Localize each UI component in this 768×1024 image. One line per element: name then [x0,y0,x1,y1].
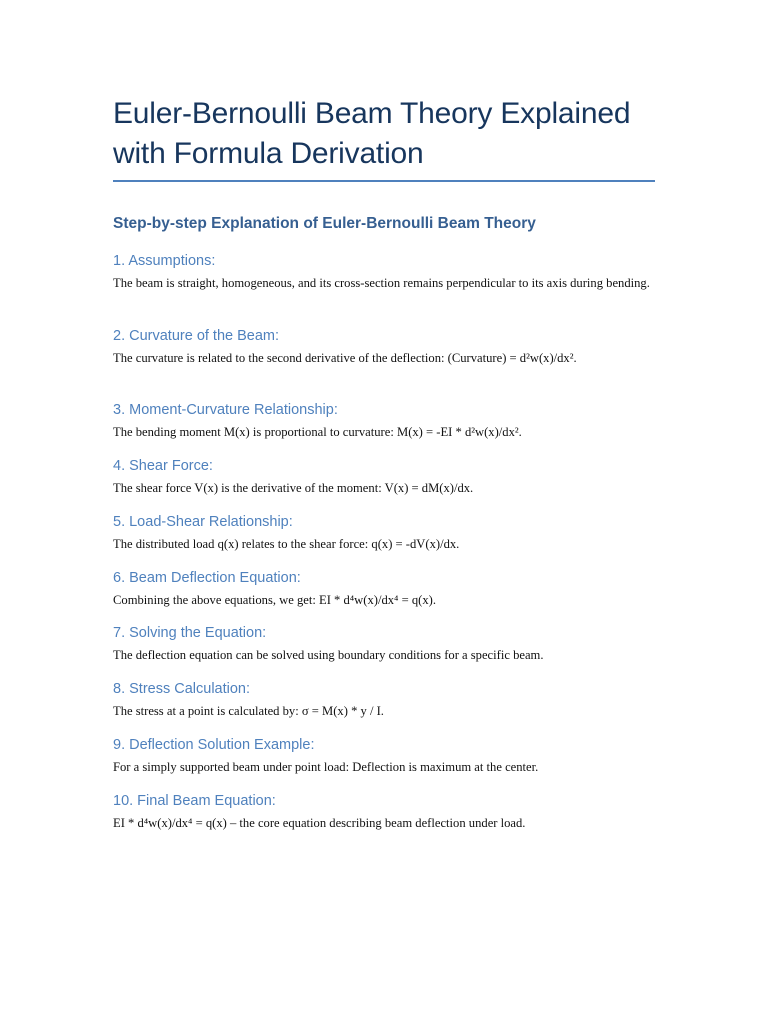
section-body: The bending moment M(x) is proportional to curvature: M(x) = -EI * d²w(x)/dx². [113,425,522,439]
section-heading: 9. Deflection Solution Example: [113,737,315,753]
section-heading: 7. Solving the Equation: [113,625,267,641]
section-heading: 2. Curvature of the Beam: [113,328,280,344]
section-deflection-equation [113,568,655,610]
section-body: The distributed load q(x) relates to the shear force: q(x) = -dV(x)/dx. [113,537,460,551]
section-heading: 3. Moment-Curvature Relationship: [113,402,338,418]
section-heading: 5. Load-Shear Relationship: [113,514,293,530]
section-moment-curvature [113,400,655,442]
section-body: The stress at a point is calculated by: σ = M(x) * y / I. [113,704,384,718]
section-body: Combining the above equations, we get: EI * d⁴w(x)/dx⁴ = q(x). [113,593,436,607]
document-title: Euler-Bernoulli Beam Theory Explained with Formula Derivation [113,97,631,170]
section-deflection-example [113,735,655,777]
section-solving [113,623,655,665]
document-subtitle: Step-by-step Explanation of Euler-Bernoulli Beam Theory [113,215,536,232]
section-final-equation [113,791,655,833]
section-body: The deflection equation can be solved using boundary conditions for a specific beam. [113,648,544,662]
section-heading: 10. Final Beam Equation: [113,793,276,809]
section-heading: 4. Shear Force: [113,458,213,474]
section-shear-force [113,456,655,498]
section-stress [113,679,655,721]
title-divider [113,180,655,182]
section-body: EI * d⁴w(x)/dx⁴ = q(x) – the core equation describing beam deflection under load. [113,816,526,830]
section-heading: 6. Beam Deflection Equation: [113,570,301,586]
section-body: For a simply supported beam under point load: Deflection is maximum at the center. [113,760,539,774]
section-body: The beam is straight, homogeneous, and its cross-section remains perpendicular to its axis during bending. [113,276,650,290]
section-curvature [113,326,655,368]
section-load-shear [113,512,655,554]
section-body: The shear force V(x) is the derivative of the moment: V(x) = dM(x)/dx. [113,481,474,495]
section-heading: 1. Assumptions: [113,253,216,269]
section-body: The curvature is related to the second derivative of the deflection: (Curvature) = d²w(x)/dx². [113,351,577,365]
section-heading: 8. Stress Calculation: [113,681,251,697]
section-assumptions [113,251,655,293]
